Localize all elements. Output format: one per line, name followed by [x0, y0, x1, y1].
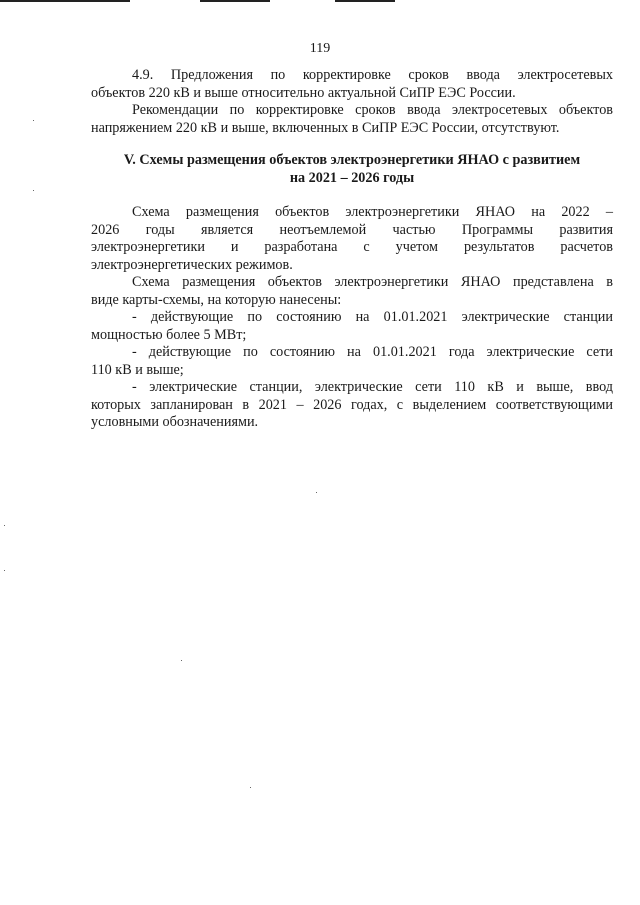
bullet-networks: [91, 344, 613, 379]
scan-top-edge: [0, 0, 640, 3]
paragraph-recommendations: [91, 102, 613, 137]
text-line: - действующие по состоянию на 01.01.2021 года электрические сети: [132, 344, 613, 360]
bullet-stations: [91, 309, 613, 344]
scan-speck: [316, 492, 317, 493]
text-line: 4.9. Предложения по корректировке сроков ввода электросетевых: [132, 67, 613, 83]
paragraph-map-scheme: [91, 274, 613, 309]
text-line: 2026 годы является неотъемлемой частью Программы развития: [91, 221, 613, 238]
text-line: напряжением 220 кВ и выше, включенных в СиПР ЕЭС России, отсутствуют.: [91, 119, 560, 136]
scan-speck: [250, 787, 251, 788]
text-line: которых запланирован в 2021 – 2026 годах, с выделением соответствующими: [91, 396, 613, 413]
text-line: 110 кВ и выше;: [91, 361, 184, 378]
text-line: условными обозначениями.: [91, 414, 259, 431]
text-line: мощностью более 5 МВт;: [91, 326, 247, 343]
text-line: электроэнергетики и разработана с учетом результатов расчетов: [91, 239, 613, 256]
scan-speck: [33, 190, 34, 191]
text-line: виде карты-схемы, на которую нанесены:: [91, 291, 342, 308]
page-number: 119: [309, 41, 331, 56]
heading-line: на 2021 – 2026 годы: [289, 169, 415, 186]
scan-speck: [4, 525, 5, 526]
scan-speck: [181, 660, 182, 661]
text-line: - электрические станции, электрические сети 110 кВ и выше, ввод: [132, 379, 613, 395]
text-line: - действующие по состоянию на 01.01.2021 электрические станции: [132, 309, 613, 325]
heading-line: V. Схемы размещения объектов электроэнергетики ЯНАО с развитием: [123, 152, 581, 168]
text-line: Рекомендации по корректировке сроков ввода электросетевых объектов: [132, 102, 613, 118]
section-heading: [91, 152, 613, 187]
scan-speck: [4, 570, 5, 571]
text-line: объектов 220 кВ и выше относительно актуальной СиПР ЕЭС России.: [91, 84, 516, 101]
scan-speck: [33, 120, 34, 121]
paragraph-scheme: [91, 204, 613, 274]
bullet-planned: [91, 379, 613, 432]
paragraph-4-9: [91, 67, 613, 102]
text-line: Схема размещения объектов электроэнергетики ЯНАО на 2022 –: [132, 204, 613, 220]
text-line: электроэнергетических режимов.: [91, 256, 293, 273]
text-line: Схема размещения объектов электроэнергетики ЯНАО представлена в: [132, 274, 613, 290]
